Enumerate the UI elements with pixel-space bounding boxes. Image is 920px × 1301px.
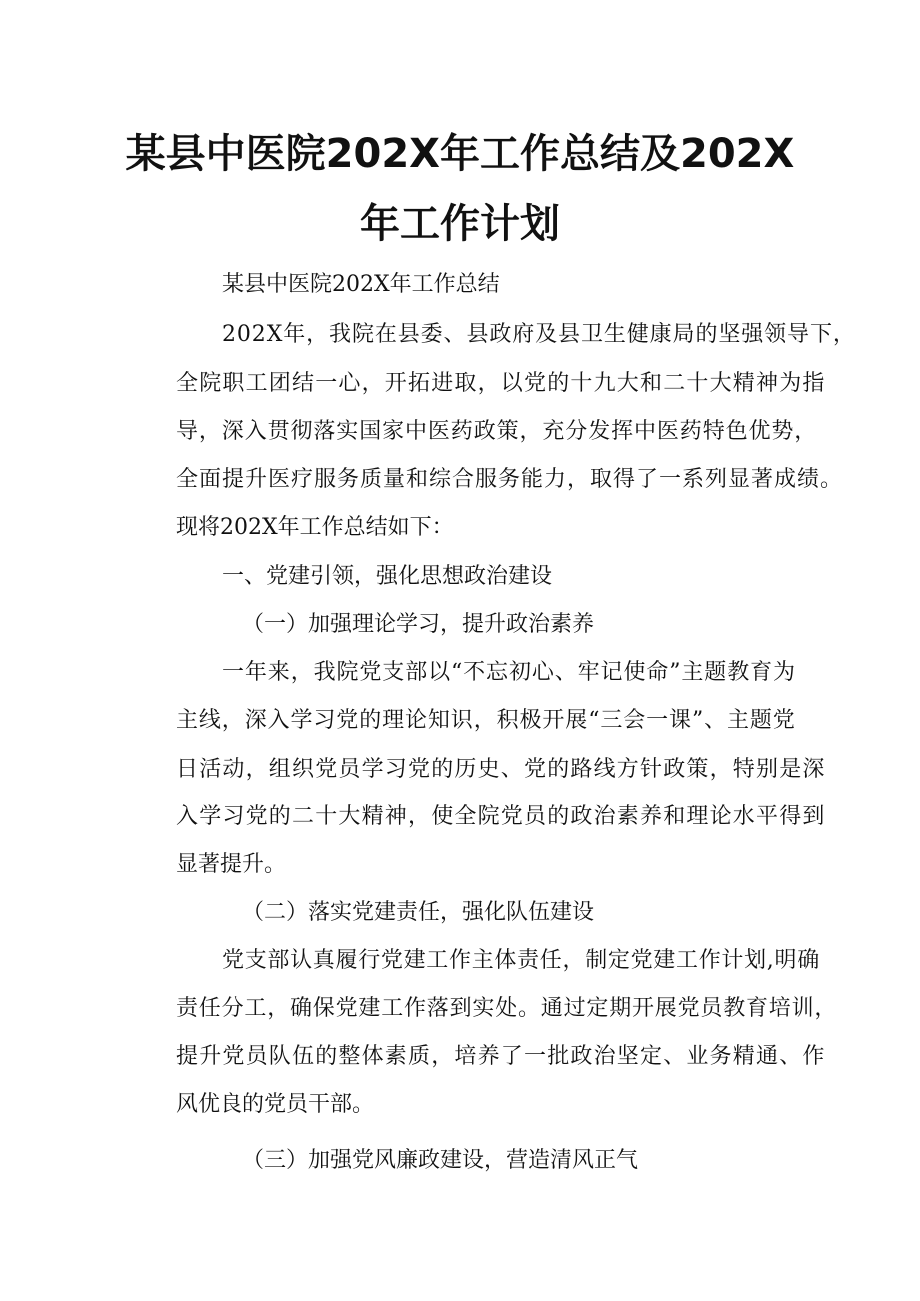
paragraph-line: 一年来，我院党支部以“不忘初心、牢记使命”主题教育为 [222, 660, 796, 685]
paragraph-line: 现将202X年工作总结如下： [176, 515, 454, 540]
paragraph-line: 全院职工团结一心，开拓进取，以党的十九大和二十大精神为指 [176, 371, 826, 396]
subsection-heading-3: （三）加强党风廉政建设，营造清风正气 [242, 1148, 639, 1173]
subsection-heading-2: （二）落实党建责任，强化队伍建设 [242, 900, 595, 925]
document-title-line-1: 某县中医院202X年工作总结及202X [125, 131, 795, 177]
subsection-heading-1: （一）加强理论学习，提升政治素养 [242, 612, 595, 637]
paragraph-line: 日活动，组织党员学习党的历史、党的路线方针政策，特别是深 [176, 757, 826, 782]
section-heading: 某县中医院202X年工作总结 [222, 272, 500, 297]
section-heading-1: 一、党建引领，强化思想政治建设 [222, 564, 553, 589]
paragraph-line: 党支部认真履行党建工作主体责任，制定党建工作计划,明确 [222, 948, 820, 973]
document-title-line-2: 年工作计划 [360, 201, 560, 247]
paragraph-line: 主线，深入学习党的理论知识，积极开展“三会一课”、主题党 [176, 708, 796, 733]
paragraph-line: 风优良的党员干部。 [176, 1092, 375, 1117]
paragraph-line: 202X年，我院在县委、县政府及县卫生健康局的坚强领导下， [222, 322, 856, 347]
paragraph-line: 责任分工，确保党建工作落到实处。通过定期开展党员教育培训， [176, 996, 838, 1021]
paragraph-line: 导，深入贯彻落实国家中医药政策，充分发挥中医药特色优势， [176, 419, 818, 444]
paragraph-line: 全面提升医疗服务质量和综合服务能力，取得了一系列显著成绩。 [176, 467, 844, 492]
paragraph-line: 入学习党的二十大精神，使全院党员的政治素养和理论水平得到 [176, 804, 826, 829]
paragraph-line: 提升党员队伍的整体素质，培养了一批政治坚定、业务精通、作 [176, 1044, 826, 1069]
paragraph-line: 显著提升。 [176, 852, 287, 877]
